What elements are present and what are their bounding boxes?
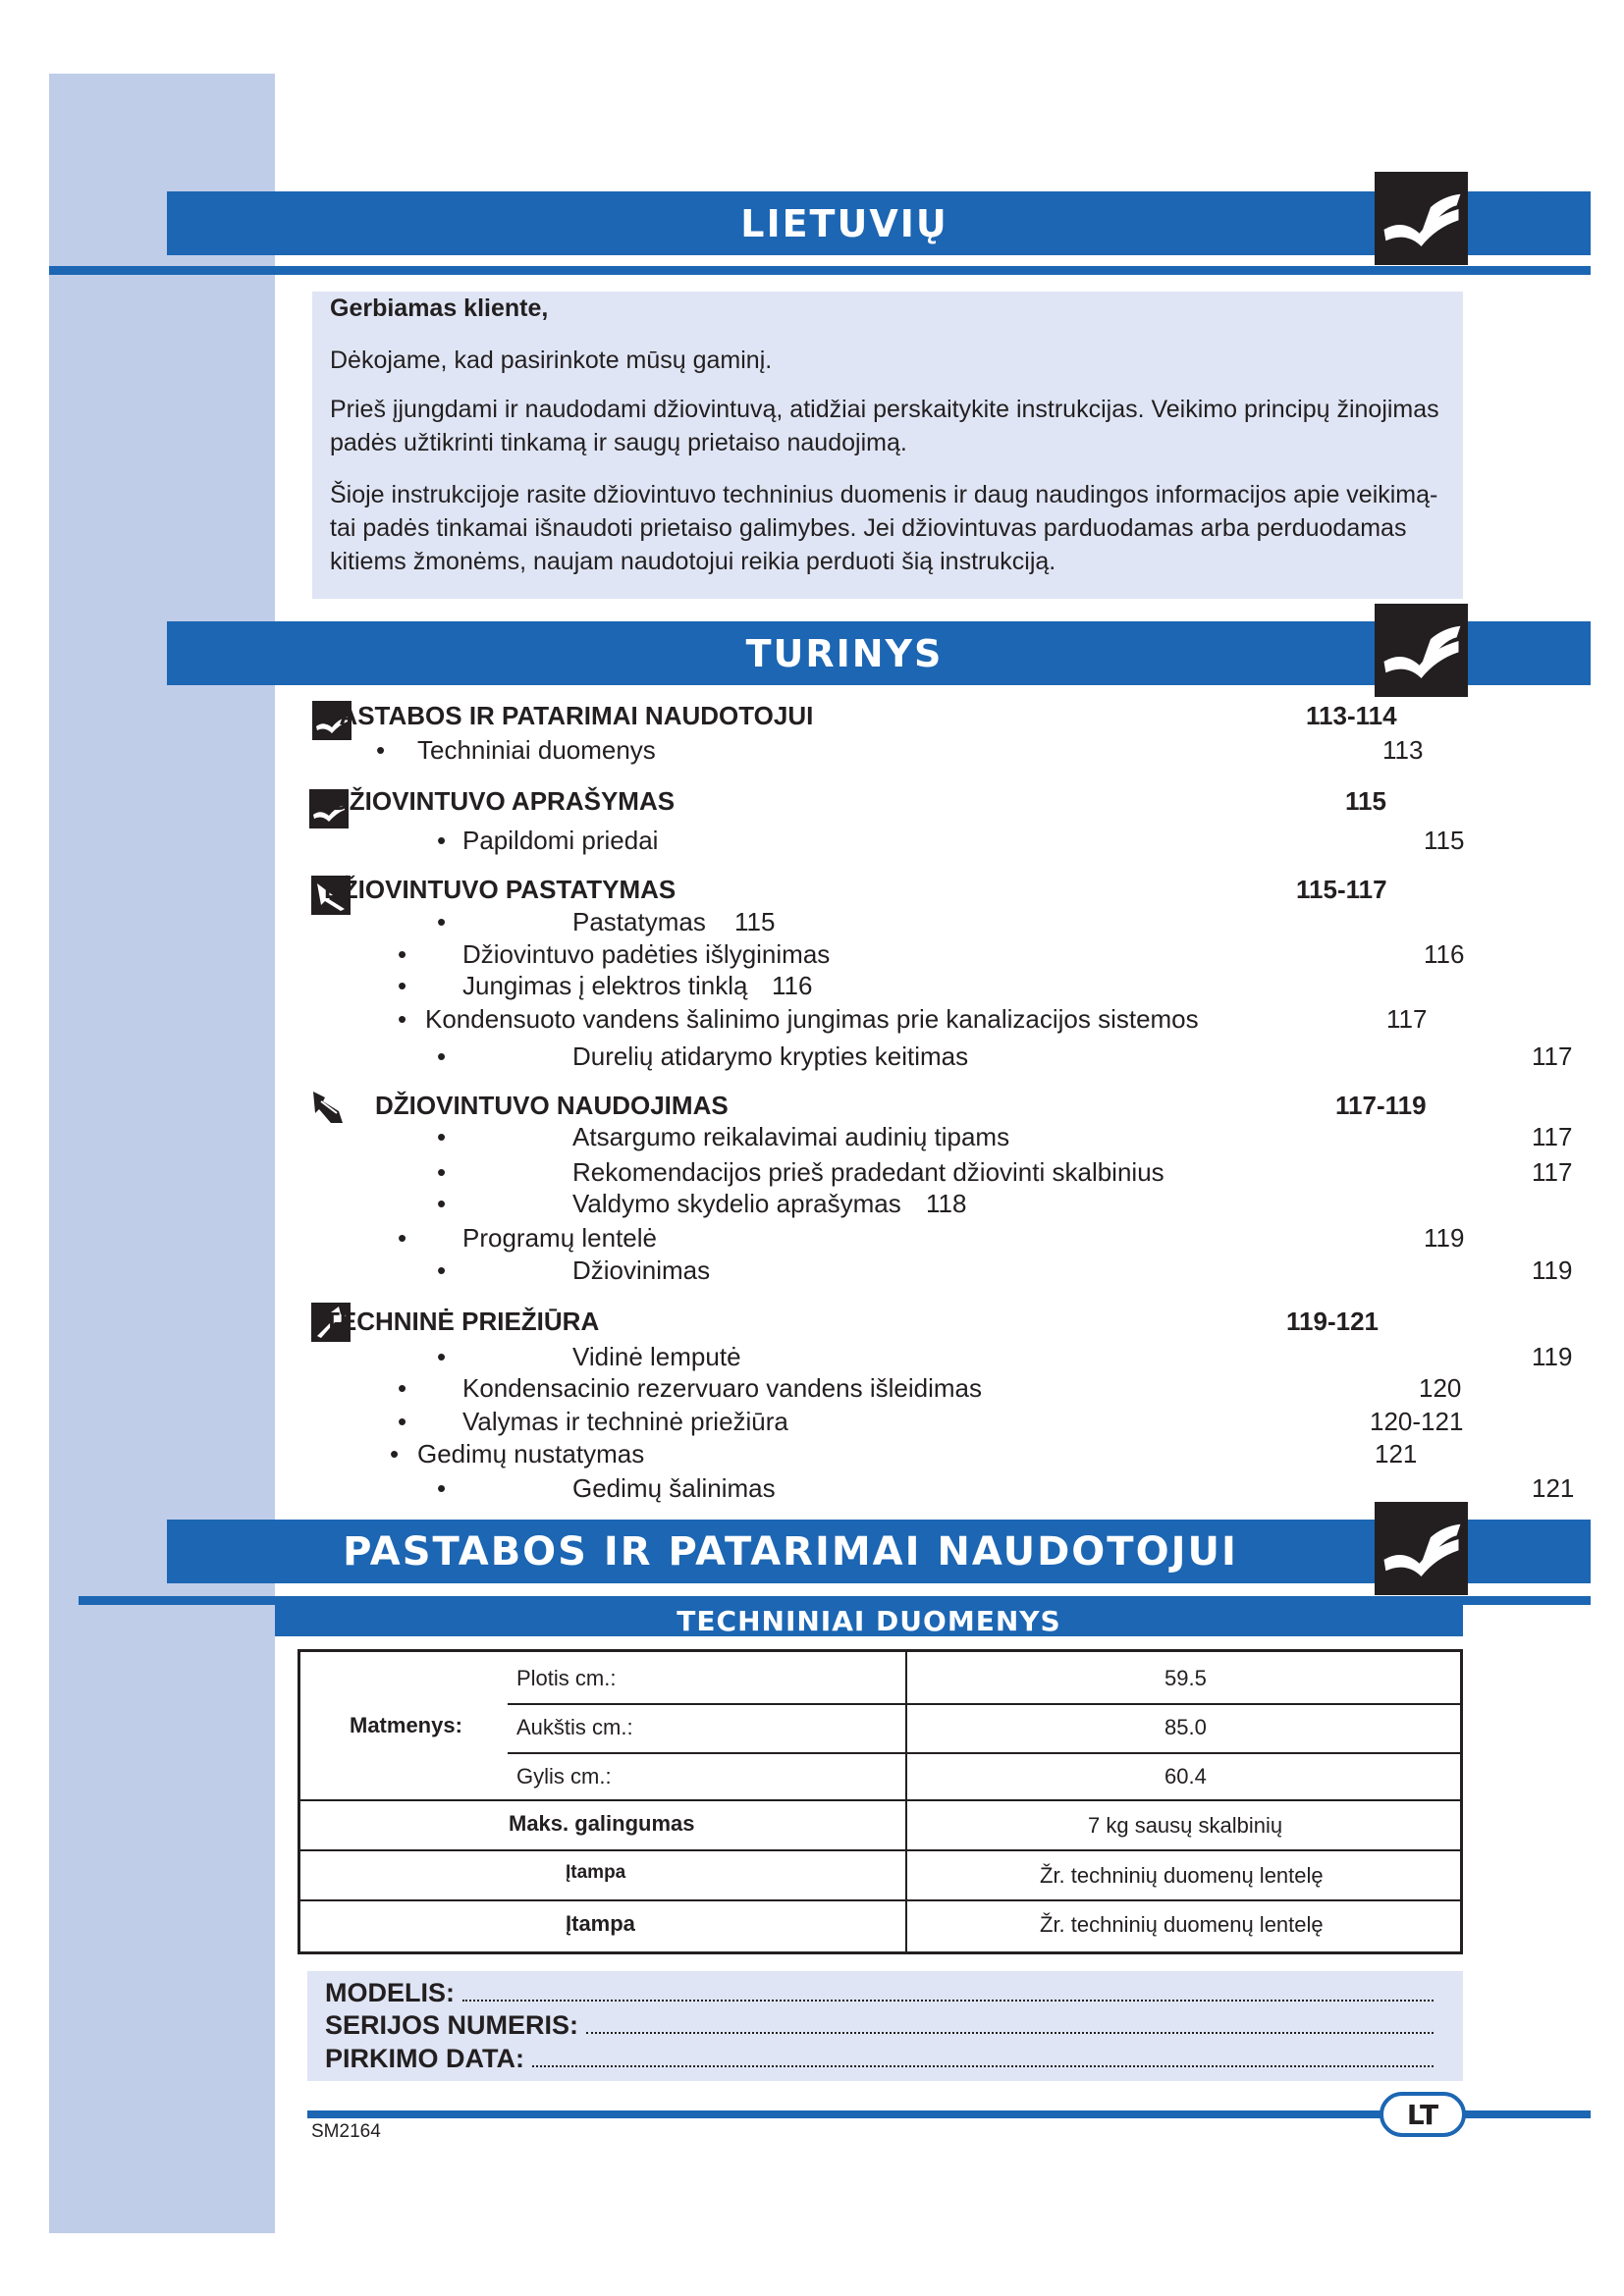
serial-dotted-line <box>586 2032 1434 2034</box>
toc-section-pages: 115 <box>1345 786 1386 816</box>
toc-bullet: • <box>437 1122 447 1151</box>
toc-bullet: • <box>398 939 407 969</box>
toc-section-title: DŽIOVINTUVO NAUDOJIMAS <box>375 1091 729 1120</box>
model-field <box>325 1975 1434 2008</box>
toc-item-page: 120-121 <box>1370 1407 1464 1436</box>
toc-bullet: • <box>437 826 447 855</box>
toc-section-pages: 119-121 <box>1286 1307 1379 1336</box>
header-title: LIETUVIŲ <box>740 201 948 245</box>
notes-subtitle: TECHNINIAI DUOMENYS <box>677 1604 1061 1637</box>
toc-bullet: • <box>437 907 447 936</box>
toc-item-label: Džiovintuvo padėties išlyginimas <box>462 939 831 969</box>
table-divider <box>300 1899 1460 1901</box>
toc-item-page: 115 <box>734 907 776 936</box>
toc-section-title: PASTABOS IR PATARIMAI NAUDOTOJUI <box>324 701 814 730</box>
spec-value: 85.0 <box>1164 1715 1207 1739</box>
toc-bullet: • <box>437 1041 447 1071</box>
notes-title: PASTABOS IR PATARIMAI NAUDOTOJUI <box>343 1528 1238 1575</box>
date-dotted-line <box>532 2065 1434 2067</box>
toc-item-page: 117 <box>1386 1004 1428 1034</box>
spec-label: Plotis cm.: <box>516 1666 617 1690</box>
toc-section-pages: 115-117 <box>1296 875 1387 904</box>
toc-item-label: Rekomendacijos prieš pradedant džiovinti skalbinius <box>572 1157 1164 1187</box>
table-divider <box>300 1799 1460 1801</box>
language-badge: LT <box>1380 2092 1466 2137</box>
toc-bullet: • <box>437 1157 447 1187</box>
spec-value: Žr. techninių duomenų lentelę <box>1040 1863 1324 1888</box>
toc-bullet: • <box>390 1439 400 1468</box>
toc-item-page: 119 <box>1424 1223 1465 1253</box>
toc-item-label: Jungimas į elektros tinklą <box>462 971 748 1000</box>
toc-section-title: DŽIOVINTUVO PASTATYMAS <box>324 875 677 904</box>
toc-item-label: Džiovinimas <box>572 1255 711 1285</box>
toc-item-page: 117 <box>1532 1041 1573 1071</box>
header-line <box>49 266 1591 275</box>
toc-item-label: Gedimų šalinimas <box>572 1473 776 1503</box>
toc-item-label: Valdymo skydelio aprašymas <box>572 1189 901 1218</box>
toc-item-label: Programų lentelė <box>462 1223 657 1253</box>
book-icon <box>1375 604 1468 697</box>
toc-section-title: TECHNINĖ PRIEŽIŪRA <box>324 1307 600 1336</box>
book-icon <box>1375 1502 1468 1595</box>
spec-value: 7 kg sausų skalbinių <box>1088 1813 1283 1838</box>
toc-item-page: 120 <box>1419 1373 1462 1403</box>
spec-value: Žr. techninių duomenų lentelę <box>1040 1912 1324 1937</box>
toc-item-label: Valymas ir techninė priežiūra <box>462 1407 788 1436</box>
model-dotted-line <box>462 2000 1434 2002</box>
table-divider <box>508 1752 1460 1754</box>
toc-bullet: • <box>398 1223 407 1253</box>
toc-item-label: Techniniai duomenys <box>417 735 656 765</box>
toc-bullet: • <box>398 971 407 1000</box>
toc-item-page: 121 <box>1532 1473 1575 1503</box>
toc-item-page: 119 <box>1532 1255 1573 1285</box>
serial-label: SERIJOS NUMERIS: <box>325 2010 579 2040</box>
toc-bullet: • <box>398 1004 407 1034</box>
toc-item-page: 115 <box>1424 826 1465 855</box>
serial-field <box>325 2007 1434 2041</box>
spec-label: Maks. galingumas <box>509 1811 695 1836</box>
thanks-text: Dėkojame, kad pasirinkote mūsų gaminį. <box>330 347 773 374</box>
date-label: PIRKIMO DATA: <box>325 2044 524 2073</box>
spec-value: 60.4 <box>1164 1764 1207 1789</box>
toc-item-label: Papildomi priedai <box>462 826 659 855</box>
toc-bullet: • <box>437 1255 447 1285</box>
spec-value: 59.5 <box>1164 1666 1207 1690</box>
spec-table <box>298 1649 1463 1954</box>
table-divider <box>508 1703 1460 1705</box>
spec-label: Gylis cm.: <box>516 1764 612 1789</box>
spec-label: Aukštis cm.: <box>516 1715 633 1739</box>
toc-section-pages: 113-114 <box>1306 701 1397 730</box>
spec-label: Įtampa <box>566 1862 626 1883</box>
toc-item-page: 116 <box>772 971 813 1000</box>
book-icon <box>1375 172 1468 265</box>
spec-group-label: Matmenys: <box>350 1713 462 1737</box>
toc-item-page: 116 <box>1424 939 1465 969</box>
toc-section-pages: 117-119 <box>1335 1091 1427 1120</box>
toc-item-label: Gedimų nustatymas <box>417 1439 645 1468</box>
toc-item-page: 119 <box>1532 1342 1573 1371</box>
toc-item-label: Atsargumo reikalavimai audinių tipams <box>572 1122 1010 1151</box>
table-divider <box>300 1849 1460 1851</box>
toc-bullet: • <box>398 1407 407 1436</box>
toc-title: TURINYS <box>745 631 944 675</box>
toc-bullet: • <box>398 1373 407 1403</box>
subtitle-band <box>275 1605 1463 1636</box>
hand-pointer-icon <box>309 1088 349 1127</box>
toc-item-label: Durelių atidarymo krypties keitimas <box>572 1041 969 1071</box>
intro-panel <box>312 292 1463 599</box>
greeting: Gerbiamas kliente, <box>330 294 549 322</box>
toc-item-label: Kondensacinio rezervuaro vandens išleidimas <box>462 1373 982 1403</box>
spec-label: Įtampa <box>566 1911 635 1936</box>
intro-paragraph-2: Šioje instrukcijoje rasite džiovintuvo techninius duomenis ir daug naudingos informacijos apie veikimą- tai padės tinkamai išnaudoti prietaiso galimybes. Jei džiovintuvas parduodamas arba perduodamas kitiems žmonėms, naujam naudotojui reikia perduoti šią instrukciją. <box>330 481 1438 575</box>
toc-item-page: 117 <box>1532 1122 1573 1151</box>
page-number: 113 <box>1473 187 1544 240</box>
toc-bullet: • <box>437 1189 447 1218</box>
side-strip <box>49 74 275 2233</box>
toc-item-page: 121 <box>1375 1439 1418 1468</box>
model-label: MODELIS: <box>325 1978 455 2007</box>
table-divider <box>905 1652 907 1951</box>
toc-bullet: • <box>376 735 386 765</box>
toc-item-page: 118 <box>926 1189 967 1218</box>
toc-bullet: • <box>437 1473 447 1503</box>
footer-code: SM2164 <box>311 2121 381 2142</box>
toc-item-page: 113 <box>1382 735 1424 765</box>
toc-item-label: Vidinė lemputė <box>572 1342 741 1371</box>
toc-item-label: Kondensuoto vandens šalinimo jungimas prie kanalizacijos sistemos <box>425 1004 1199 1034</box>
purchase-info-panel <box>307 1971 1463 2081</box>
intro-paragraph-1: Prieš įjungdami ir naudodami džiovintuvą, atidžiai perskaitykite instrukcijas. Veikimo principų žinojimas padės užtikrinti tinkamą ir saugų prietaiso naudojimą. <box>330 396 1439 456</box>
toc-item-label: Pastatymas <box>572 907 706 936</box>
toc-item-page: 117 <box>1532 1157 1573 1187</box>
toc-section-title: DŽIOVINTUVO APRAŠYMAS <box>331 786 676 816</box>
date-field <box>325 2041 1434 2074</box>
toc-bullet: • <box>437 1342 447 1371</box>
